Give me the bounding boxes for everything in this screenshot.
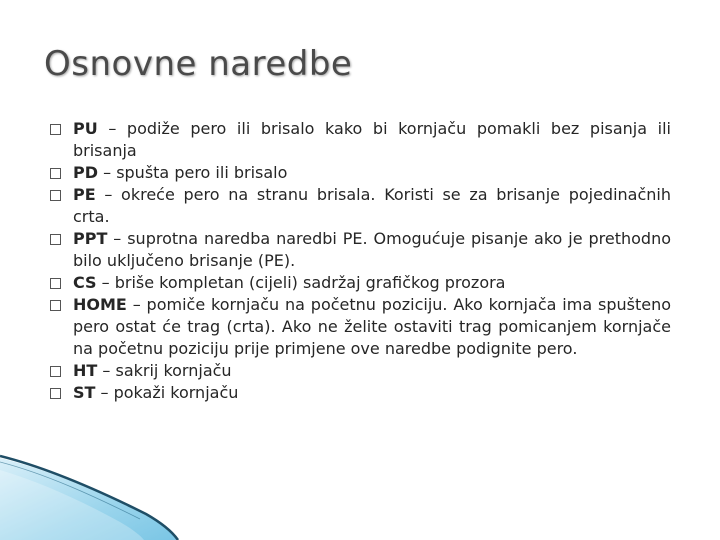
command-list: [50, 118, 671, 404]
command-name: PU: [73, 119, 98, 138]
list-item-ht: [50, 360, 671, 382]
square-bullet-icon: [50, 388, 61, 399]
wave-highlight: [0, 470, 144, 540]
square-bullet-icon: [50, 366, 61, 377]
command-description: – suprotna naredba naredbi PE. Omogućuje pisanje ako je prethodno bilo uključeno brisanje (PE).: [73, 229, 671, 270]
command-description: – pokaži kornjaču: [95, 383, 239, 402]
square-bullet-icon: [50, 278, 61, 289]
command-name: HOME: [73, 295, 127, 314]
command-name: PD: [73, 163, 99, 182]
list-item-pu: [50, 118, 671, 162]
list-item-ppt: [50, 228, 671, 272]
wave-thin-line: [0, 462, 140, 519]
square-bullet-icon: [50, 190, 61, 201]
command-name: PPT: [73, 229, 108, 248]
command-description: – pomiče kornjaču na početnu poziciju. Ako kornjača ima spušteno pero ostat će trag (crta). Ako ne želite ostaviti trag pomicanjem kornjače na početnu poziciju prije primjene ove naredbe podignite pero.: [73, 295, 671, 358]
command-description: – sakrij kornjaču: [97, 361, 232, 380]
list-item-st: [50, 382, 671, 404]
wave-dark-line: [0, 456, 178, 540]
command-name: HT: [73, 361, 98, 380]
page-title: Osnovne naredbe: [44, 44, 353, 84]
list-item-cs: [50, 272, 671, 294]
command-description: – podiže pero ili brisalo kako bi kornjaču pomakli bez pisanja ili brisanja: [73, 119, 671, 160]
command-name: ST: [73, 383, 96, 402]
command-description: – spušta pero ili brisalo: [98, 163, 288, 182]
square-bullet-icon: [50, 300, 61, 311]
command-description: – briše kompletan (cijeli) sadržaj grafičkog prozora: [96, 273, 506, 292]
square-bullet-icon: [50, 234, 61, 245]
list-item-home: [50, 294, 671, 360]
list-item-pd: [50, 162, 671, 184]
command-name: PE: [73, 185, 96, 204]
command-description: – okreće pero na stranu brisala. Koristi se za brisanje pojedinačnih crta.: [73, 185, 671, 226]
square-bullet-icon: [50, 168, 61, 179]
list-item-pe: [50, 184, 671, 228]
square-bullet-icon: [50, 124, 61, 135]
command-name: CS: [73, 273, 97, 292]
wave-fill: [0, 458, 178, 540]
